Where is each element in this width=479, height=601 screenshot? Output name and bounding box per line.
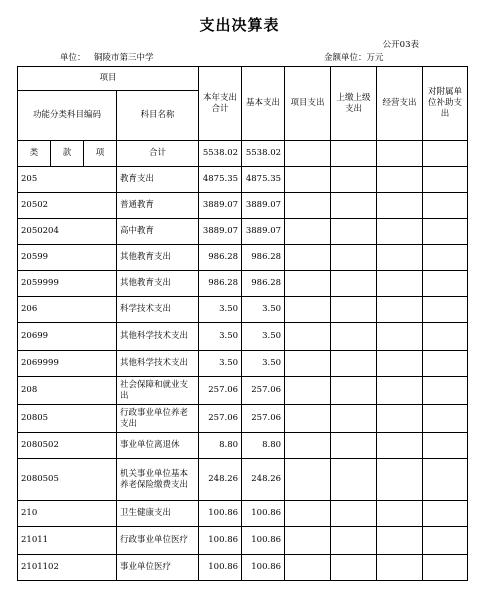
row-code: 20805	[18, 405, 117, 433]
row-name: 普通教育	[117, 193, 199, 219]
row-code: 2080505	[18, 459, 117, 501]
row-affiliated	[423, 219, 468, 245]
row-project-exp	[285, 193, 331, 219]
row-upper-sub	[331, 193, 377, 219]
row-basic: 4875.35	[242, 167, 285, 193]
row-operating	[377, 527, 423, 555]
row-name: 教育支出	[117, 167, 199, 193]
row-code: 20502	[18, 193, 117, 219]
row-basic: 3.50	[242, 351, 285, 377]
row-upper-sub	[331, 271, 377, 297]
row-name: 高中教育	[117, 219, 199, 245]
row-name: 卫生健康支出	[117, 501, 199, 527]
row-total: 100.86	[199, 555, 242, 581]
total-year: 5538.02	[199, 141, 242, 167]
page-title: 支出决算表	[199, 16, 280, 34]
header-xiang: 项	[84, 141, 117, 167]
total-basic: 5538.02	[242, 141, 285, 167]
row-operating	[377, 167, 423, 193]
row-operating	[377, 193, 423, 219]
row-code: 206	[18, 297, 117, 323]
row-basic: 986.28	[242, 245, 285, 271]
row-affiliated	[423, 555, 468, 581]
row-operating	[377, 297, 423, 323]
row-project-exp	[285, 167, 331, 193]
table-row	[18, 433, 468, 459]
table-row	[18, 377, 468, 405]
row-basic: 100.86	[242, 501, 285, 527]
row-upper-sub	[331, 459, 377, 501]
table-row	[18, 501, 468, 527]
row-basic: 100.86	[242, 527, 285, 555]
row-name: 行政事业单位医疗	[117, 527, 199, 555]
row-name: 行政事业单位养老支出	[117, 405, 199, 433]
row-code: 2080502	[18, 433, 117, 459]
row-name: 科学技术支出	[117, 297, 199, 323]
row-name: 其他科学技术支出	[117, 351, 199, 377]
row-upper-sub	[331, 405, 377, 433]
header-func-code: 功能分类科目编码	[18, 91, 117, 141]
table-row	[18, 405, 468, 433]
row-project-exp	[285, 555, 331, 581]
row-affiliated	[423, 405, 468, 433]
expenditure-table	[17, 66, 468, 581]
total-label: 合计	[117, 141, 199, 167]
row-operating	[377, 459, 423, 501]
header-project: 项目	[18, 67, 199, 91]
row-affiliated	[423, 459, 468, 501]
row-total: 3.50	[199, 351, 242, 377]
row-affiliated	[423, 377, 468, 405]
row-upper-sub	[331, 323, 377, 351]
table-row	[18, 193, 468, 219]
row-project-exp	[285, 245, 331, 271]
unit-label: 单位：	[60, 53, 86, 63]
row-upper-sub	[331, 351, 377, 377]
row-total: 100.86	[199, 501, 242, 527]
row-operating	[377, 405, 423, 433]
row-affiliated	[423, 271, 468, 297]
row-code: 2050204	[18, 219, 117, 245]
row-affiliated	[423, 501, 468, 527]
row-total: 100.86	[199, 527, 242, 555]
row-basic: 248.26	[242, 459, 285, 501]
row-total: 3.50	[199, 297, 242, 323]
row-operating	[377, 323, 423, 351]
row-affiliated	[423, 297, 468, 323]
row-basic: 257.06	[242, 405, 285, 433]
row-code: 20599	[18, 245, 117, 271]
table-row	[18, 351, 468, 377]
row-project-exp	[285, 377, 331, 405]
row-project-exp	[285, 501, 331, 527]
row-operating	[377, 219, 423, 245]
row-basic: 3.50	[242, 297, 285, 323]
row-basic: 8.80	[242, 433, 285, 459]
table-row	[18, 245, 468, 271]
row-operating	[377, 555, 423, 581]
row-upper-sub	[331, 433, 377, 459]
row-project-exp	[285, 271, 331, 297]
row-code: 21011	[18, 527, 117, 555]
table-row	[18, 219, 468, 245]
row-basic: 3889.07	[242, 219, 285, 245]
row-operating	[377, 351, 423, 377]
header-operating: 经营支出	[377, 67, 423, 141]
row-total: 986.28	[199, 271, 242, 297]
row-basic: 257.06	[242, 377, 285, 405]
header-lei: 类	[18, 141, 51, 167]
row-code: 210	[18, 501, 117, 527]
row-project-exp	[285, 323, 331, 351]
header-basic: 基本支出	[242, 67, 285, 141]
row-upper-sub	[331, 377, 377, 405]
header-kuan: 款	[51, 141, 84, 167]
table-row	[18, 271, 468, 297]
row-total: 986.28	[199, 245, 242, 271]
header-upper-submission: 上缴上级支出	[331, 67, 377, 141]
row-project-exp	[285, 459, 331, 501]
row-project-exp	[285, 219, 331, 245]
row-code: 208	[18, 377, 117, 405]
row-project-exp	[285, 527, 331, 555]
row-upper-sub	[331, 245, 377, 271]
row-total: 3889.07	[199, 219, 242, 245]
row-code: 20699	[18, 323, 117, 351]
row-operating	[377, 433, 423, 459]
row-name: 其他教育支出	[117, 271, 199, 297]
row-total: 8.80	[199, 433, 242, 459]
row-upper-sub	[331, 527, 377, 555]
row-code: 205	[18, 167, 117, 193]
header-year-total: 本年支出合计	[199, 67, 242, 141]
row-total: 3889.07	[199, 193, 242, 219]
row-name: 事业单位离退休	[117, 433, 199, 459]
table-row	[18, 167, 468, 193]
row-operating	[377, 245, 423, 271]
row-name: 其他教育支出	[117, 245, 199, 271]
row-total: 4875.35	[199, 167, 242, 193]
row-affiliated	[423, 323, 468, 351]
row-total: 248.26	[199, 459, 242, 501]
row-operating	[377, 271, 423, 297]
row-upper-sub	[331, 219, 377, 245]
money-unit: 金额单位：万元	[324, 53, 384, 63]
header-project-expenditure: 项目支出	[285, 67, 331, 141]
row-name: 机关事业单位基本养老保险缴费支出	[117, 459, 199, 501]
row-project-exp	[285, 405, 331, 433]
row-code: 2059999	[18, 271, 117, 297]
row-upper-sub	[331, 555, 377, 581]
row-operating	[377, 377, 423, 405]
header-affiliated-subsidy: 对附属单位补助支出	[423, 67, 468, 141]
row-name: 其他科学技术支出	[117, 323, 199, 351]
row-upper-sub	[331, 167, 377, 193]
unit-name: 铜陵市第三中学	[94, 53, 154, 63]
row-total: 3.50	[199, 323, 242, 351]
table-row	[18, 555, 468, 581]
row-operating	[377, 501, 423, 527]
row-affiliated	[423, 167, 468, 193]
table-row	[18, 297, 468, 323]
row-affiliated	[423, 527, 468, 555]
row-affiliated	[423, 351, 468, 377]
table-row	[18, 323, 468, 351]
row-project-exp	[285, 297, 331, 323]
table-row	[18, 527, 468, 555]
row-project-exp	[285, 433, 331, 459]
row-basic: 986.28	[242, 271, 285, 297]
row-total: 257.06	[199, 377, 242, 405]
row-code: 2069999	[18, 351, 117, 377]
header-subject-name: 科目名称	[117, 91, 199, 141]
row-project-exp	[285, 351, 331, 377]
row-affiliated	[423, 245, 468, 271]
row-basic: 3.50	[242, 323, 285, 351]
row-upper-sub	[331, 297, 377, 323]
form-number: 公开03表	[382, 40, 419, 50]
row-upper-sub	[331, 501, 377, 527]
row-basic: 100.86	[242, 555, 285, 581]
row-code: 2101102	[18, 555, 117, 581]
row-total: 257.06	[199, 405, 242, 433]
table-row	[18, 459, 468, 501]
row-affiliated	[423, 193, 468, 219]
row-affiliated	[423, 433, 468, 459]
row-name: 事业单位医疗	[117, 555, 199, 581]
row-basic: 3889.07	[242, 193, 285, 219]
row-name: 社会保障和就业支出	[117, 377, 199, 405]
